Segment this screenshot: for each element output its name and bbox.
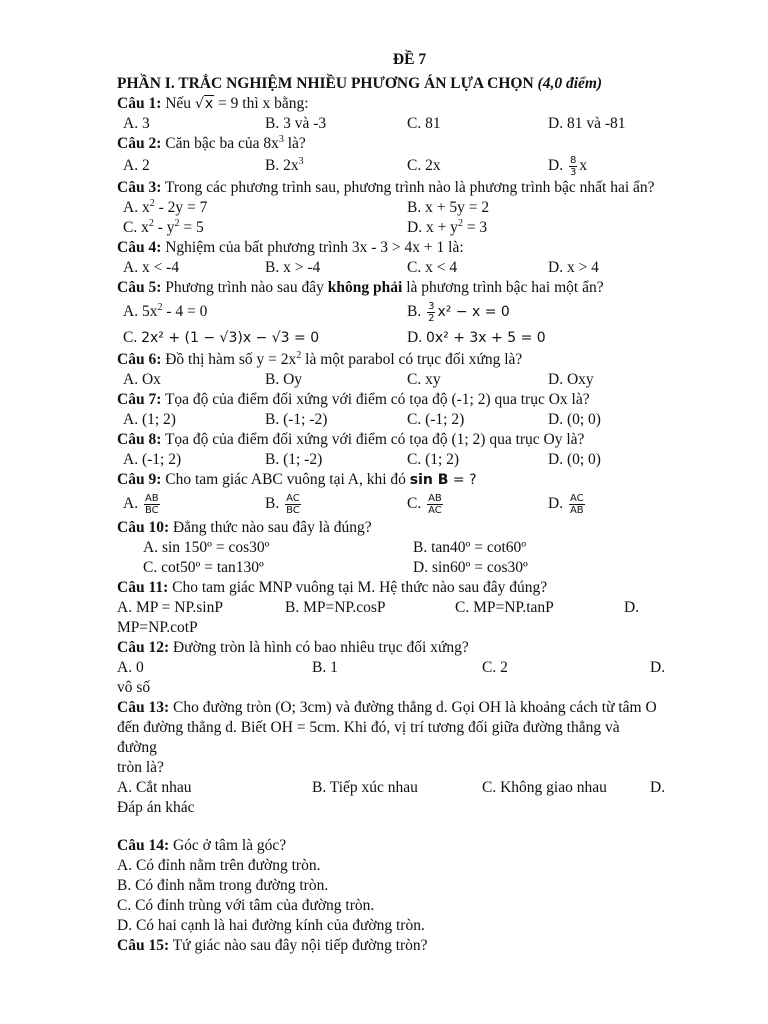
- option-text: B. 2x: [265, 157, 299, 174]
- emphasis-text: không phải: [327, 279, 403, 296]
- question-label: Câu 10:: [117, 519, 170, 536]
- option-c[interactable]: C. Có đỉnh trùng với tâm của đường tròn.: [117, 897, 375, 914]
- option-c[interactable]: C. Không giao nhau: [482, 779, 607, 796]
- exponent: 3: [278, 133, 284, 145]
- option-c[interactable]: C. (-1; 2): [407, 411, 465, 428]
- question-6: [117, 350, 662, 370]
- option-text: - 4 = 0: [162, 303, 208, 320]
- option-text: - y: [153, 219, 175, 236]
- question-text: Đường tròn là hình có bao nhiêu trục đối xứng?: [169, 639, 469, 656]
- q7-options: [117, 410, 662, 430]
- option-d-continuation[interactable]: MP=NP.cotP: [117, 619, 198, 636]
- q8-options: [117, 450, 662, 470]
- question-14: [117, 836, 662, 856]
- option-d[interactable]: [548, 154, 587, 178]
- option-b[interactable]: B. x > -4: [265, 259, 321, 276]
- spacer: [117, 818, 662, 836]
- question-1: [117, 94, 662, 114]
- q4-options: [117, 258, 662, 278]
- option-c[interactable]: [407, 490, 445, 518]
- question-label: Câu 14:: [117, 837, 170, 854]
- question-label: Câu 7:: [117, 391, 162, 408]
- option-d[interactable]: D. Oxy: [548, 371, 594, 388]
- option-a[interactable]: A. MP = NP.sinP: [117, 599, 223, 616]
- option-b[interactable]: B. (1; -2): [265, 451, 323, 468]
- fraction: [427, 493, 443, 516]
- option-text: D. x + y: [407, 219, 458, 236]
- option-a[interactable]: [123, 298, 207, 326]
- option-a[interactable]: A. Ox: [123, 371, 161, 388]
- question-text: Cho tam giác MNP vuông tại M. Hệ thức nào sau đây đúng?: [168, 579, 548, 596]
- denominator: BC: [144, 504, 159, 516]
- question-text: Cho tam giác ABC vuông tại A, khi đó: [161, 471, 410, 488]
- numerator: AC: [569, 492, 584, 504]
- exponent: 2: [149, 197, 155, 209]
- option-b[interactable]: B. (-1; -2): [265, 411, 328, 428]
- q3-options-row1: [117, 198, 662, 218]
- option-a[interactable]: A. sin 150º = cos30º: [143, 539, 270, 556]
- option-d-continuation[interactable]: vô số: [117, 679, 151, 696]
- option-c[interactable]: C. 2x: [407, 157, 441, 174]
- question-label: Câu 5:: [117, 279, 162, 296]
- exponent: 2: [148, 217, 154, 229]
- question-text: Góc ở tâm là góc?: [169, 837, 287, 854]
- option-b[interactable]: B. Có đỉnh nằm trong đường tròn.: [117, 877, 329, 894]
- part-title: PHẦN I. TRẮC NGHIỆM NHIỀU PHƯƠNG ÁN LỰA CHỌN: [117, 75, 538, 92]
- q2-options: [117, 154, 662, 178]
- option-b[interactable]: B. 3 và -3: [265, 115, 327, 132]
- question-text: Phương trình nào sau đây: [161, 279, 328, 296]
- option-d[interactable]: [407, 218, 487, 238]
- option-d[interactable]: [407, 326, 546, 350]
- option-d[interactable]: D. x > 4: [548, 259, 599, 276]
- option-text: A. x: [123, 199, 150, 216]
- option-a[interactable]: [123, 490, 162, 518]
- math-expression: x² − x = 0: [437, 304, 510, 320]
- option-a[interactable]: A. 2: [123, 157, 150, 174]
- math-expression: 2x² + (1 − √3)x − √3 = 0: [141, 330, 320, 346]
- q1-options: [117, 114, 662, 134]
- question-4: [117, 238, 662, 258]
- question-text: là?: [283, 135, 306, 152]
- exponent: 3: [298, 155, 304, 167]
- option-letter: D.: [548, 495, 564, 512]
- question-label: Câu 3:: [117, 179, 162, 196]
- option-d[interactable]: D. (0; 0): [548, 451, 601, 468]
- question-7: [117, 390, 662, 410]
- question-9: [117, 470, 662, 490]
- q5-options-row1: [117, 298, 662, 326]
- question-text: là một parabol có trục đối xứng là?: [301, 351, 523, 368]
- part-heading: [117, 74, 662, 94]
- question-text: Đẳng thức nào sau đây là đúng?: [169, 519, 372, 536]
- exponent: 2: [174, 217, 180, 229]
- question-text: Cho đường tròn (O; 3cm) và đường thẳng d. Gọi OH là khoảng cách từ tâm O: [169, 699, 657, 716]
- question-label: Câu 1:: [117, 95, 162, 112]
- question-text: = 9 thì x bằng:: [214, 95, 309, 112]
- option-letter: B.: [265, 495, 280, 512]
- question-11: [117, 578, 662, 598]
- option-text: = 5: [179, 219, 204, 236]
- question-label: Câu 11:: [117, 579, 169, 596]
- option-a[interactable]: A. 0: [117, 659, 144, 676]
- option-text: C. x: [123, 219, 149, 236]
- question-5: [117, 278, 662, 298]
- option-d[interactable]: D.: [650, 659, 666, 676]
- option-c[interactable]: C. x < 4: [407, 259, 458, 276]
- option-d[interactable]: D.: [650, 779, 666, 796]
- emphasis-text: sin B: [409, 472, 449, 488]
- option-a[interactable]: A. 3: [123, 115, 150, 132]
- numerator: 8: [569, 154, 577, 166]
- option-letter: C.: [407, 495, 422, 512]
- denominator: 2: [428, 312, 435, 324]
- q12-options: [117, 658, 666, 678]
- part-points: (4,0 điểm): [537, 75, 603, 92]
- option-d[interactable]: D. sin60º = cos30º: [413, 559, 528, 576]
- q6-options: [117, 370, 662, 390]
- option-text: x: [579, 157, 588, 174]
- option-c[interactable]: C. 2: [482, 659, 508, 676]
- option-a[interactable]: A. Cắt nhau: [117, 779, 192, 796]
- option-c[interactable]: [123, 326, 319, 350]
- option-b[interactable]: B. MP=NP.cosP: [285, 599, 386, 616]
- option-d[interactable]: D. Có hai cạnh là hai đường kính của đường tròn.: [117, 917, 425, 934]
- exam-page: [117, 50, 666, 956]
- numerator: AB: [428, 492, 442, 504]
- fraction: [285, 493, 301, 516]
- option-b[interactable]: B. tan40º = cot60º: [413, 539, 527, 556]
- question-text: Trong các phương trình sau, phương trình nào là phương trình bậc nhất hai ẩn?: [161, 179, 655, 196]
- fraction: [427, 301, 435, 324]
- option-b[interactable]: B. 1: [312, 659, 338, 676]
- option-a[interactable]: A. (-1; 2): [123, 451, 182, 468]
- exponent: 2: [157, 301, 163, 313]
- option-d-continuation[interactable]: Đáp án khác: [117, 799, 195, 816]
- option-a[interactable]: [123, 198, 207, 218]
- question-text: Đồ thị hàm số y = 2x: [161, 351, 297, 368]
- question-label: Câu 2:: [117, 135, 162, 152]
- option-c[interactable]: C. (1; 2): [407, 451, 460, 468]
- q10-options-row1: [117, 538, 662, 558]
- option-d[interactable]: D. 81 và -81: [548, 115, 626, 132]
- q3-options-row2: [117, 218, 662, 238]
- question-text: Tứ giác nào sau đây nội tiếp đường tròn?: [169, 937, 428, 954]
- fraction: [569, 493, 585, 516]
- option-a[interactable]: A. Có đỉnh nằm trên đường tròn.: [117, 857, 321, 874]
- denominator: BC: [286, 504, 300, 516]
- question-13: [117, 698, 662, 718]
- option-c[interactable]: C. cot50º = tan130º: [143, 559, 264, 576]
- question-label: Câu 8:: [117, 431, 162, 448]
- question-label: Câu 13:: [117, 699, 170, 716]
- numerator: AB: [144, 492, 159, 504]
- question-label: Câu 9:: [117, 471, 162, 488]
- exam-title: ĐỀ 7: [392, 51, 427, 68]
- option-a[interactable]: A. (1; 2): [123, 411, 176, 428]
- option-text: - 2y = 7: [154, 199, 208, 216]
- question-text: Tọa độ của điểm đối xứng với điểm có tọa độ (1; 2) qua trục Oy là?: [161, 431, 585, 448]
- question-15: [117, 936, 662, 956]
- question-13-line2: đến đường thẳng d. Biết OH = 5cm. Khi đó, vị trí tương đối giữa đường thẳng và đường: [117, 719, 620, 756]
- question-2: [117, 134, 662, 154]
- question-text: = ?: [448, 472, 477, 488]
- q13-options: [117, 778, 666, 798]
- option-d[interactable]: [548, 490, 587, 518]
- question-label: Câu 6:: [117, 351, 162, 368]
- question-label: Câu 4:: [117, 239, 162, 256]
- option-c[interactable]: C. MP=NP.tanP: [455, 599, 554, 616]
- sqrt-expression: √x: [194, 96, 214, 112]
- q11-options: [117, 598, 662, 618]
- option-c[interactable]: [123, 218, 204, 238]
- option-c[interactable]: C. 81: [407, 115, 441, 132]
- denominator: 3: [569, 166, 577, 178]
- option-c[interactable]: C. xy: [407, 371, 441, 388]
- question-12: [117, 638, 662, 658]
- option-text: = 3: [462, 219, 488, 236]
- option-text: D.: [548, 157, 567, 174]
- option-b[interactable]: [265, 490, 303, 518]
- denominator: AC: [428, 504, 442, 516]
- option-b[interactable]: B. Oy: [265, 371, 303, 388]
- q9-options: [117, 490, 662, 518]
- option-text: C.: [123, 329, 142, 346]
- fraction: [144, 493, 160, 516]
- q10-options-row2: [117, 558, 662, 578]
- radicand: x: [204, 96, 214, 112]
- option-text: D.: [407, 329, 426, 346]
- question-8: [117, 430, 662, 450]
- q5-options-row2: [117, 326, 662, 350]
- option-b[interactable]: B. x + 5y = 2: [407, 199, 490, 216]
- option-text: A. 5x: [123, 303, 158, 320]
- option-letter: A.: [123, 495, 139, 512]
- question-13-line3: tròn là?: [117, 759, 164, 776]
- option-b[interactable]: [407, 298, 510, 326]
- numerator: 3: [428, 300, 435, 312]
- question-label: Câu 15:: [117, 937, 170, 954]
- question-text: Nghiệm của bất phương trình 3x - 3 > 4x + 1 là:: [161, 239, 464, 256]
- question-text: là phương trình bậc hai một ẩn?: [402, 279, 604, 296]
- option-text: B.: [407, 303, 426, 320]
- math-expression: 0x² + 3x + 5 = 0: [425, 330, 546, 346]
- option-b[interactable]: [265, 154, 304, 178]
- numerator: AC: [286, 492, 300, 504]
- question-text: Nếu: [161, 95, 195, 112]
- option-b[interactable]: B. Tiếp xúc nhau: [312, 779, 418, 796]
- fraction: [569, 155, 577, 178]
- question-text: Tọa độ của điểm đối xứng với điểm có tọa độ (-1; 2) qua trục Ox là?: [161, 391, 590, 408]
- question-label: Câu 12:: [117, 639, 170, 656]
- exponent: 2: [296, 349, 302, 361]
- denominator: AB: [569, 504, 584, 516]
- option-d[interactable]: D. (0; 0): [548, 411, 601, 428]
- question-3: [117, 178, 662, 198]
- question-10: [117, 518, 662, 538]
- exponent: 2: [457, 217, 463, 229]
- option-d[interactable]: D.: [624, 599, 640, 616]
- option-a[interactable]: A. x < -4: [123, 259, 180, 276]
- question-text: Căn bậc ba của 8x: [161, 135, 279, 152]
